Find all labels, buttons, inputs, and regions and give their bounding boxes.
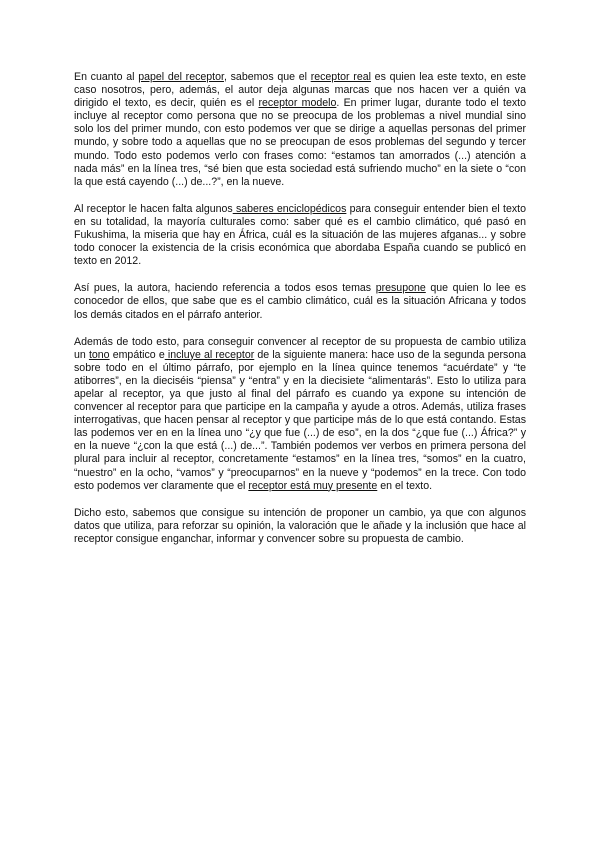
text: para conseguir entender bien el texto en su totalidad, la mayoría culturales como: saber qué es el cambio climático, qué pasó en Fukushima, la miseria que hay en África, cuál es la situación de las mujeres afganas... y sobre todo conocer la existencia de la crisis económica que abordaba España cuando se publicó en texto en 2012. (74, 202, 526, 268)
paragraph-encyclopedic-knowledge (74, 203, 526, 268)
text: Dicho esto, sabemos que consigue su intención de proponer un cambio, ya que con algunos datos que utiliza, para reforzar su opinión, la valoración que le añade y la inclusión que hace al receptor consigue enganchar, informar y convencer sobre su propuesta de cambio. (74, 506, 526, 545)
text: en el texto. (377, 479, 433, 492)
text: de la siguiente manera: hace uso de la segunda persona sobre todo en el último párrafo, por ejemplo en la línea quince tenemos “acuérdate” y “te atiborres”, en la dieciséis “piensa” y “entra” y en la diecisiete “alimentarás”. Esto lo utiliza para apelar al receptor, ya que justo al final del párrafo es cuando ya expone su intención de convencer al receptor para que participe en la campaña y ayude a otros. Además, utiliza frases interrogativas, que hacen pensar al receptor y que participe más de lo que está contando. Estas las podemos ver en en la línea uno “¿y que fue (...) de eso”, en la dos “¿que fue (...) África?” y en la nueve “¿con la que está (...) de...”. También podemos ver verbos en primera persona del plural para incluir al receptor, concretamente “estamos” en la línea tres, “somos” en la cuatro, “nuestro” en la ocho, “vamos” y “preocuparnos” en la nueve y “podemos” en la trece. Con todo esto podemos ver claramente que el (74, 348, 526, 492)
text: , sabemos que el (223, 71, 311, 83)
paragraph-tone-inclusion (74, 336, 526, 493)
text: empático e (109, 348, 165, 361)
underlined-term: incluye al receptor (164, 348, 255, 361)
text: Así pues, la autora, haciendo referencia a todos esos temas (74, 282, 376, 295)
text: Al receptor le hacen falta algunos (74, 202, 233, 215)
text: es quien lea este texto, en este caso nosotros, pero, además, el autor deja algunas marcas que nos hacen ver a quién va dirigido el texto, es decir, quién es el (74, 71, 526, 110)
text: En cuanto al (74, 71, 139, 83)
underlined-term: papel del receptor (138, 71, 224, 83)
paragraph-presupposition (74, 282, 526, 321)
paragraph-receptor-role (74, 71, 526, 189)
text: Además de todo esto, para conseguir convencer al receptor de su propuesta de cambio utiliza un (74, 335, 526, 361)
underlined-term: presupone (375, 282, 426, 295)
underlined-term: saberes enciclopédicos (232, 202, 347, 215)
underlined-term: receptor está muy presente (248, 479, 378, 492)
paragraph-conclusion (74, 507, 526, 546)
document-page (74, 71, 526, 560)
text: que quien lo lee es conocedor de ellos, que sabe que es el cambio climático, cuál es la situación Africana y todos los demás citados en el párrafo anterior. (74, 282, 526, 321)
underlined-term: receptor real (310, 71, 371, 83)
underlined-term: receptor modelo (258, 97, 337, 110)
underlined-term: tono (88, 348, 110, 361)
text: . En primer lugar, durante todo el texto incluye al receptor como persona que no se preocupa de los problemas a nivel mundial sino solo los del primer mundo, con esto podemos ver que se dirige a aquellas personas del primer mundo, y sobre todo a aquellas que no se preocupan de esos problemas del segundo y tercer mundo. Todo esto podemos verlo con frases como: “estamos tan amorrados (...) atención a nada más” en la línea tres, “sé bien que esta sociedad está sufriendo mucho” en la siete o “con la que está cayendo (...) de...?”, en la nueve. (74, 97, 526, 188)
